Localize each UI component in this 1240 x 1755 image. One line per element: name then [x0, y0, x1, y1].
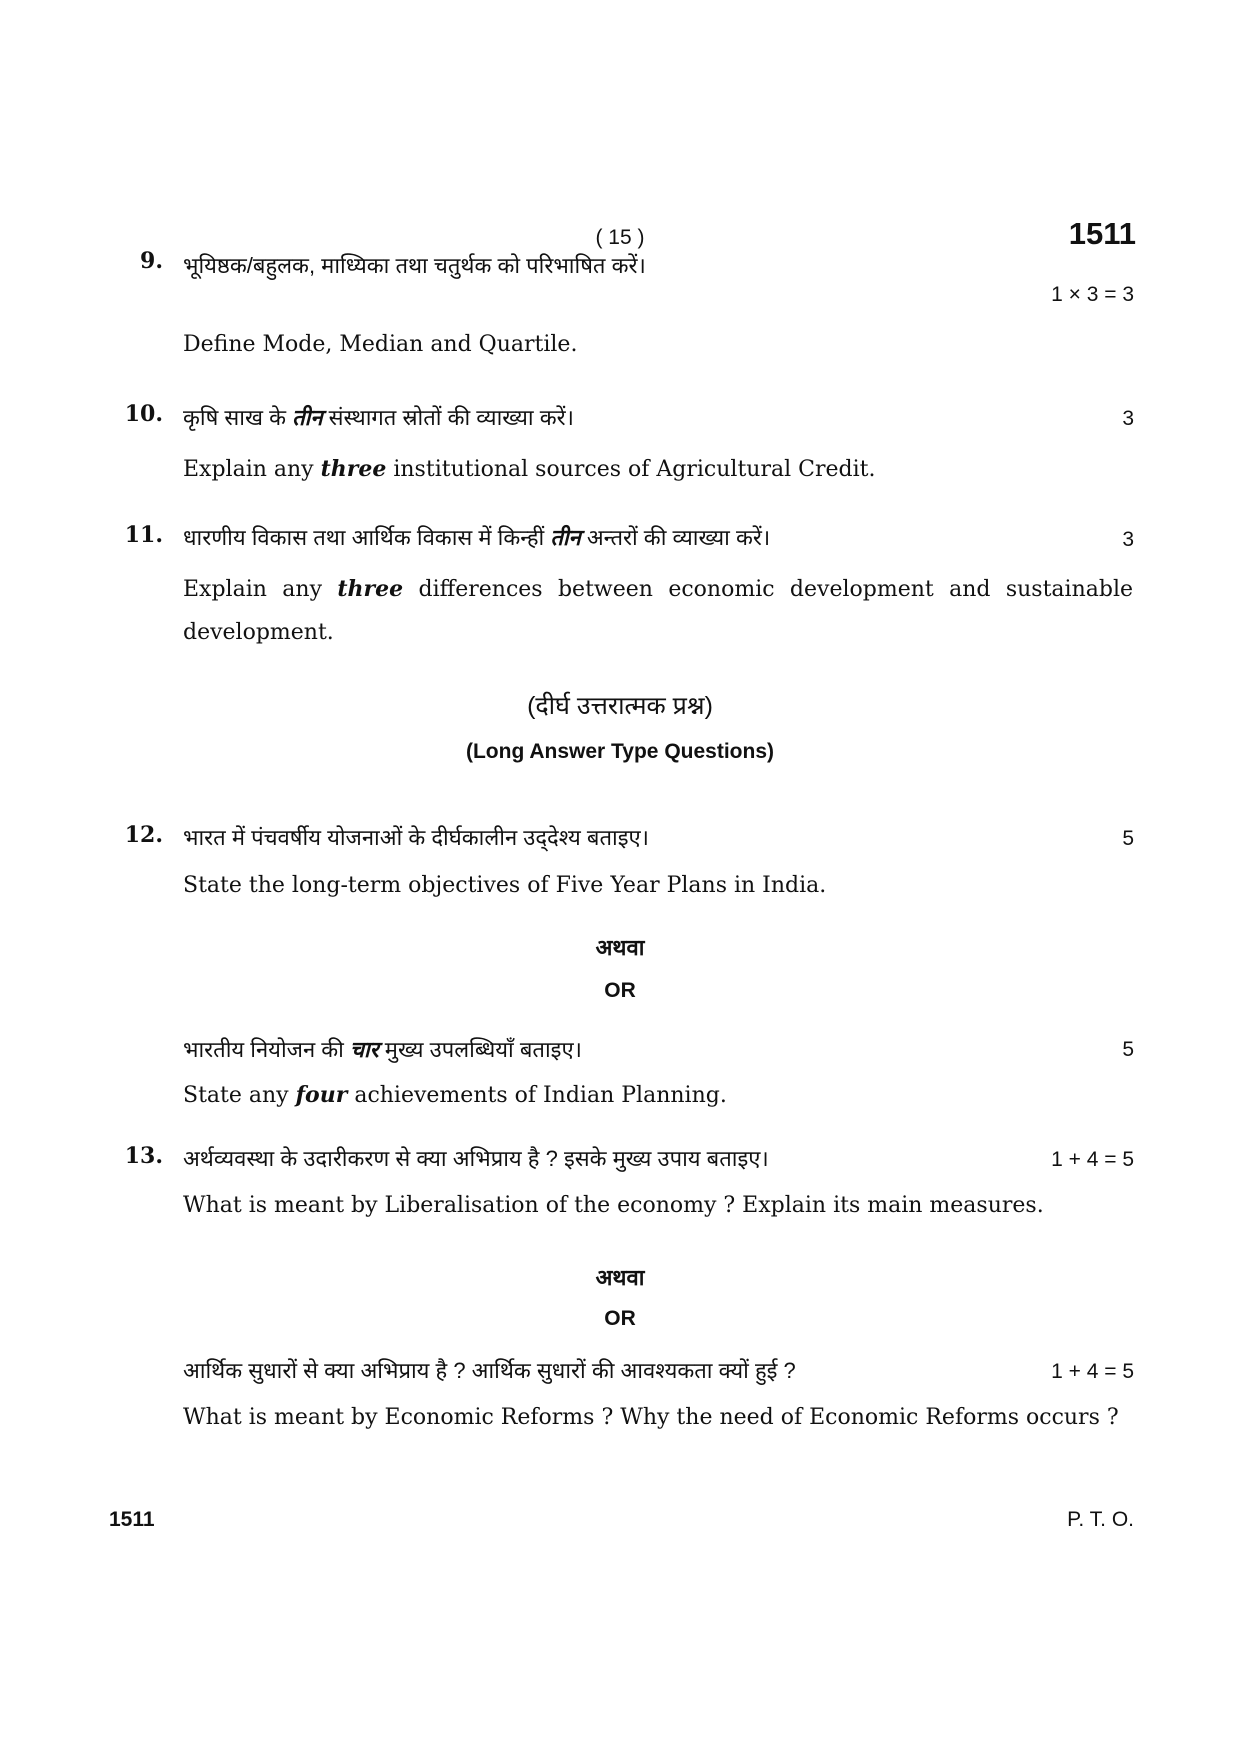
question-9-hindi: भूयिष्ठक/बहुलक, माध्यिका तथा चतुर्थक को परिभाषित करें।	[183, 253, 646, 278]
paper-code-footer: 1511	[109, 1508, 155, 1531]
question-11-english-part1: Explain any	[183, 577, 338, 602]
question-12-hindi: भारत में पंचवर्षीय योजनाओं के दीर्घकालीन उद्‌देश्य बताइए।	[183, 825, 650, 850]
or-english-13: OR	[604, 1307, 636, 1330]
question-11-english-emphasis: three	[337, 576, 404, 602]
section-heading-english: (Long Answer Type Questions)	[465, 740, 775, 763]
question-number-9: 9.	[140, 248, 163, 274]
question-10-hindi-part1: कृषि साख के	[183, 405, 293, 430]
question-12-alt-english	[183, 1074, 727, 1117]
question-13-english: What is meant by Liberalisation of the economy ? Explain its main measures.	[183, 1193, 1044, 1218]
question-12-alt-hindi-part1: भारतीय नियोजन की	[183, 1037, 350, 1062]
question-11-hindi-part2: अन्तरों की व्याख्या करें।	[580, 525, 771, 550]
or-hindi-12: अथवा	[595, 935, 645, 960]
question-10-english-emphasis: three	[320, 456, 387, 482]
question-number-12: 12.	[124, 822, 163, 848]
question-11-marks: 3	[1122, 528, 1134, 551]
question-12-alt-hindi	[183, 1034, 582, 1064]
section-heading-hindi: (दीर्घ उत्तरात्मक प्रश्न)	[527, 692, 713, 720]
question-10-english	[183, 448, 875, 491]
question-11-hindi-part1: धारणीय विकास तथा आर्थिक विकास में किन्हीं	[183, 525, 551, 550]
question-10-hindi-part2: संस्थागत स्रोतों की व्याख्या करें।	[322, 405, 574, 430]
question-12-alt-hindi-part2: मुख्य उपलब्धियाँ बताइए।	[378, 1037, 582, 1062]
question-10-hindi-emphasis: तीन	[292, 405, 323, 430]
question-13-hindi: अर्थव्यवस्था के उदारीकरण से क्या अभिप्राय है ? इसके मुख्य उपाय बताइए।	[183, 1146, 769, 1171]
question-11-english-part2: differences between economic development and sustainable development.	[183, 577, 1134, 645]
question-12-alt-english-part1: State any	[183, 1083, 296, 1108]
question-12-alt-marks: 5	[1122, 1038, 1134, 1061]
page-number: ( 15 )	[595, 226, 645, 249]
question-11-hindi	[183, 522, 770, 552]
question-10-hindi	[183, 402, 574, 432]
page-turn-over: P. T. O.	[1067, 1508, 1134, 1531]
question-11-hindi-emphasis: तीन	[550, 525, 581, 550]
question-13-alt-english: What is meant by Economic Reforms ? Why the need of Economic Reforms occurs ?	[183, 1405, 1119, 1430]
paper-code-header: 1511	[1068, 216, 1136, 251]
question-9-marks: 1 × 3 = 3	[1051, 283, 1134, 306]
question-11-english	[183, 568, 1133, 654]
question-12-alt-hindi-emphasis: चार	[350, 1037, 379, 1062]
or-hindi-13: अथवा	[595, 1265, 645, 1290]
question-12-alt-english-emphasis: four	[295, 1082, 348, 1108]
question-12-english: State the long-term objectives of Five Year Plans in India.	[183, 873, 827, 898]
question-number-11: 11.	[124, 522, 163, 548]
question-10-marks: 3	[1122, 407, 1134, 430]
question-12-alt-english-part2: achievements of Indian Planning.	[347, 1083, 727, 1108]
or-english-12: OR	[604, 979, 636, 1002]
question-12-marks: 5	[1122, 827, 1134, 850]
question-10-english-part2: institutional sources of Agricultural Credit.	[386, 457, 876, 482]
question-13-marks: 1 + 4 = 5	[1051, 1148, 1134, 1171]
question-10-english-part1: Explain any	[183, 457, 321, 482]
question-13-alt-marks: 1 + 4 = 5	[1051, 1360, 1134, 1383]
question-13-alt-hindi: आर्थिक सुधारों से क्या अभिप्राय है ? आर्थिक सुधारों की आवश्यकता क्यों हुई ?	[183, 1358, 796, 1383]
question-number-10: 10.	[124, 401, 163, 427]
question-number-13: 13.	[124, 1143, 163, 1169]
question-9-english: Define Mode, Median and Quartile.	[183, 332, 578, 357]
